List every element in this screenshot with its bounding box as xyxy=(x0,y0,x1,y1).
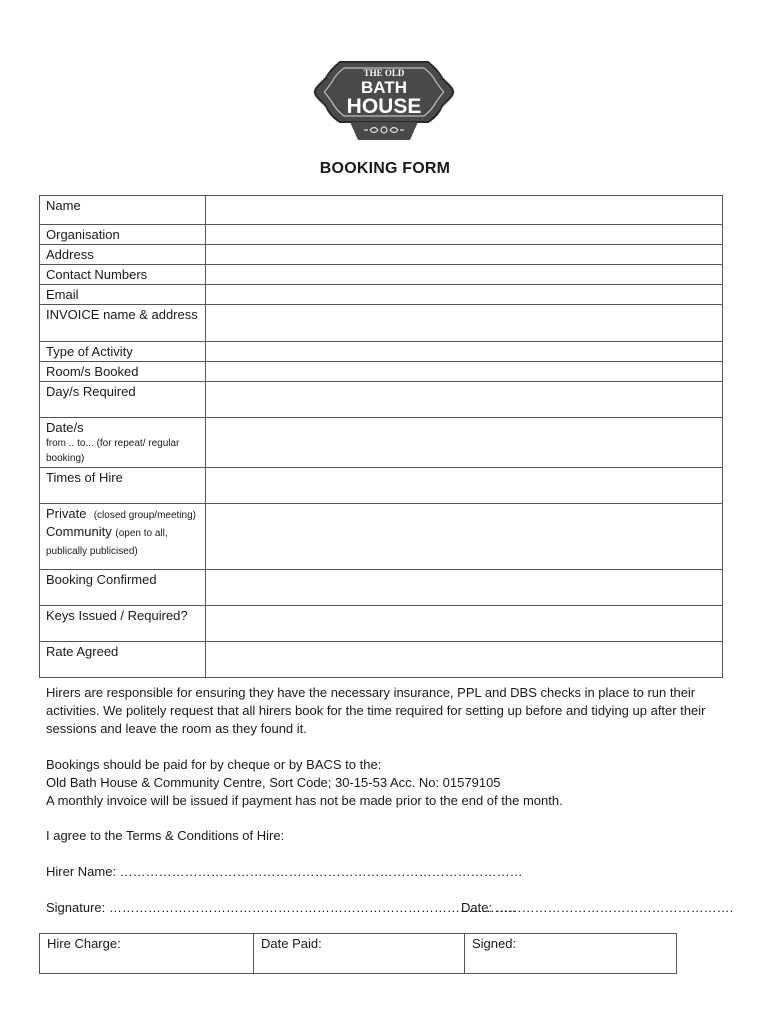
field-input-dates[interactable] xyxy=(206,418,723,468)
date-line[interactable]: Date: ………………………………………………. xyxy=(461,900,734,915)
dates-label: Date/s xyxy=(46,420,84,435)
field-input-organisation[interactable] xyxy=(206,225,723,245)
field-input-name[interactable] xyxy=(206,196,723,225)
field-input-days-required[interactable] xyxy=(206,382,723,418)
field-label-address: Address xyxy=(40,245,206,265)
private-label: Private xyxy=(46,506,87,521)
logo-line3: HOUSE xyxy=(346,95,422,118)
payment-line3: A monthly invoice will be issued if payment has not be made prior to the end of the month. xyxy=(46,793,563,808)
community-label: Community xyxy=(46,524,112,539)
payment-table xyxy=(39,933,677,974)
insurance-paragraph xyxy=(46,684,726,738)
page-title: BOOKING FORM xyxy=(319,160,451,177)
field-input-rate-agreed[interactable] xyxy=(206,642,723,678)
field-input-address[interactable] xyxy=(206,245,723,265)
hire-charge-cell[interactable]: Hire Charge: xyxy=(40,934,254,974)
field-label-booking-confirmed: Booking Confirmed xyxy=(40,570,206,606)
field-label-days-required: Day/s Required xyxy=(40,382,206,418)
logo-line2: BATH xyxy=(361,78,407,97)
dates-sublabel: from .. to... (for repeat/ regular booking) xyxy=(46,438,180,464)
field-label-organisation: Organisation xyxy=(40,225,206,245)
field-input-rooms-booked[interactable] xyxy=(206,362,723,382)
field-input-contact-numbers[interactable] xyxy=(206,265,723,285)
field-label-dates xyxy=(40,418,206,468)
field-input-email[interactable] xyxy=(206,285,723,305)
field-label-keys-issued: Keys Issued / Required? xyxy=(40,606,206,642)
field-label-private-community xyxy=(40,504,206,570)
agree-text: I agree to the Terms & Conditions of Hire: xyxy=(46,828,285,843)
logo-line1: THE OLD xyxy=(363,68,405,78)
field-input-times-of-hire[interactable] xyxy=(206,468,723,504)
payment-line1: Bookings should be paid for by cheque or by BACS to the: xyxy=(46,757,382,772)
field-label-activity-type: Type of Activity xyxy=(40,342,206,362)
field-label-invoice: INVOICE name & address xyxy=(40,305,206,342)
field-label-email: Email xyxy=(40,285,206,305)
date-paid-cell[interactable]: Date Paid: xyxy=(254,934,465,974)
private-note: (closed group/meeting) xyxy=(93,510,196,521)
hirer-name-line[interactable]: Hirer Name: ………………………………………………………………………………… xyxy=(46,864,523,879)
field-input-private-community[interactable] xyxy=(206,504,723,570)
field-input-activity-type[interactable] xyxy=(206,342,723,362)
payment-paragraph xyxy=(46,756,726,810)
field-input-keys-issued[interactable] xyxy=(206,606,723,642)
community-note: (open to all, publically publicised) xyxy=(46,528,168,557)
booking-form-table xyxy=(39,195,723,678)
field-input-booking-confirmed[interactable] xyxy=(206,570,723,606)
field-label-rate-agreed: Rate Agreed xyxy=(40,642,206,678)
signature-line[interactable]: Signature: …………………………………………………………………………………. xyxy=(46,900,516,915)
insurance-text: Hirers are responsible for ensuring they have the necessary insurance, PPL and DBS checks in place to run their activities. We politely request that all hirers book for the time required for setting up before and tidying up after their sessions and leave the room as they found it. xyxy=(46,685,706,736)
signed-cell[interactable]: Signed: xyxy=(465,934,677,974)
field-input-invoice[interactable] xyxy=(206,305,723,342)
payment-line2: Old Bath House & Community Centre, Sort Code; 30-15-53 Acc. No: 01579105 xyxy=(46,775,501,790)
field-label-times-of-hire: Times of Hire xyxy=(40,468,206,504)
field-label-contact-numbers: Contact Numbers xyxy=(40,265,206,285)
field-label-name: Name xyxy=(40,196,206,225)
field-label-rooms-booked: Room/s Booked xyxy=(40,362,206,382)
old-bath-house-logo xyxy=(310,48,458,154)
